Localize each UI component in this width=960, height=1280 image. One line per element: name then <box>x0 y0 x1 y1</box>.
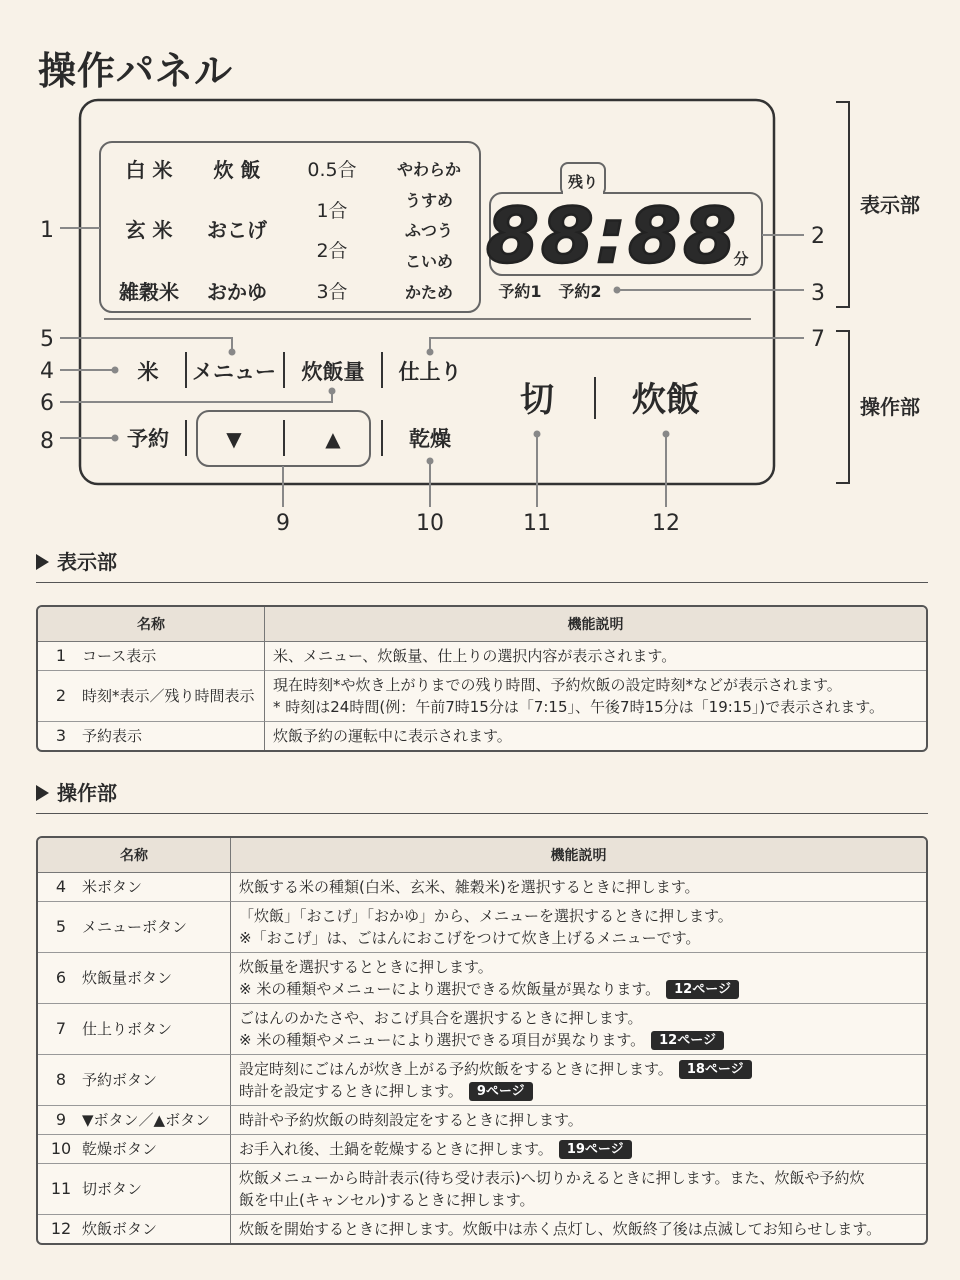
operation-bracket <box>836 331 849 483</box>
description-line: 炊飯を開始するときに押します。炊飯中は赤く点灯し、炊飯終了後は点滅してお知らせします。 <box>239 1220 882 1238</box>
table-row <box>38 1164 926 1215</box>
description-line: 現在時刻*や炊き上がりまでの残り時間、予約炊飯の設定時刻*などが表示されます。 <box>273 676 842 694</box>
row-description <box>230 1215 926 1243</box>
display-section-heading <box>36 546 117 575</box>
row-name <box>38 1164 230 1215</box>
display-section-side-label: 表示部 <box>860 193 920 217</box>
row-number: 11 <box>50 1179 72 1198</box>
description-line: 炊飯量を選択するとときに押します。 <box>239 958 493 976</box>
page-reference-badge: 19ページ <box>559 1140 632 1159</box>
display-bracket <box>836 102 849 307</box>
row-number: 8 <box>55 1070 67 1089</box>
row-number: 6 <box>55 968 67 987</box>
callout-number: 7 <box>811 327 825 352</box>
row-description <box>264 722 926 750</box>
table-row <box>38 873 926 902</box>
row-description <box>264 671 926 722</box>
row-name-text: 予約ボタン <box>82 1071 158 1089</box>
row-name <box>38 1004 230 1055</box>
col-name-header: 名称 <box>38 838 230 873</box>
reserve-button-label: 予約 <box>127 427 169 451</box>
triangle-bullet-icon <box>36 785 49 801</box>
course-menu-label: おこげ <box>207 218 267 242</box>
description-line: 時計や予約炊飯の時刻設定をするときに押します。 <box>239 1111 583 1129</box>
table-row <box>38 1004 926 1055</box>
page-reference-badge: 12ページ <box>666 980 739 999</box>
minute-label: 分 <box>733 250 749 268</box>
display-section-table <box>36 605 928 752</box>
row-name-text: 予約表示 <box>82 727 143 745</box>
row-number: 5 <box>55 917 67 936</box>
callout-number: 10 <box>416 511 444 536</box>
page-reference-badge: 18ページ <box>679 1060 752 1079</box>
course-menu-label: おかゆ <box>207 280 267 304</box>
description-line: 炊飯メニューから時計表示(待ち受け表示)へ切りかえるときに押します。また、炊飯や予約炊 <box>239 1169 865 1187</box>
display-section-heading-text: 表示部 <box>57 550 117 574</box>
menu-button-label: メニュー <box>192 360 276 384</box>
amount-button-label: 炊飯量 <box>301 360 365 384</box>
table-row <box>38 671 926 722</box>
description-line: 時計を設定するときに押します。 <box>239 1082 463 1100</box>
remaining-label: 残り <box>567 173 599 191</box>
callout-number: 4 <box>40 359 54 384</box>
row-name-text: 乾燥ボタン <box>82 1140 158 1158</box>
row-number: 1 <box>55 646 67 665</box>
row-number: 4 <box>55 877 67 896</box>
description-line: ※「おこげ」は、ごはんにおこげをつけて炊き上げるメニューです。 <box>239 929 701 947</box>
row-name-text: 切ボタン <box>82 1180 143 1198</box>
row-name-text: 時刻*表示／残り時間表示 <box>82 687 255 705</box>
table-row <box>38 722 926 750</box>
row-name-text: コース表示 <box>82 647 157 665</box>
triangle-bullet-icon <box>36 554 49 570</box>
reserve-2-label: 予約2 <box>558 282 602 301</box>
texture-label: こいめ <box>404 252 454 271</box>
row-number: 10 <box>50 1139 72 1158</box>
course-rice-label: 白 米 <box>125 158 173 182</box>
callout-number: 12 <box>652 511 680 536</box>
col-desc-header: 機能説明 <box>264 607 926 642</box>
row-description <box>230 1106 926 1135</box>
operation-section-side-label: 操作部 <box>860 395 920 419</box>
row-name-text: ▼ボタン／▲ボタン <box>82 1111 211 1129</box>
amount-label: 2合 <box>316 240 348 262</box>
description-line: ※ 米の種類やメニューにより選択できる炊飯量が異なります。 <box>239 980 661 998</box>
description-line: 米、メニュー、炊飯量、仕上りの選択内容が表示されます。 <box>273 647 677 665</box>
callout-number: 3 <box>811 281 825 306</box>
row-name <box>38 671 264 722</box>
description-line: 炊飯する米の種類(白米、玄米、雑穀米)を選択するときに押します。 <box>239 878 700 896</box>
callout-number: 9 <box>276 511 290 536</box>
table-row <box>38 953 926 1004</box>
display-section-rule <box>36 582 928 583</box>
off-button-label: 切 <box>520 380 554 420</box>
row-name <box>38 642 264 671</box>
course-rice-label: 玄 米 <box>125 218 173 242</box>
row-description <box>264 642 926 671</box>
texture-label: うすめ <box>404 191 454 210</box>
row-number: 7 <box>55 1019 67 1038</box>
row-description <box>230 1135 926 1164</box>
row-description <box>230 873 926 902</box>
seven-segment-digits: 88:88 <box>486 191 738 280</box>
table-row <box>38 1106 926 1135</box>
cook-button-label: 炊飯 <box>632 380 700 420</box>
amount-label: 1合 <box>316 200 348 222</box>
row-description <box>230 1004 926 1055</box>
operation-section-heading <box>36 777 117 806</box>
description-line: 飯を中止(キャンセル)するときに押します。 <box>239 1191 535 1209</box>
description-line: 設定時刻にごはんが炊き上がる予約炊飯をするときに押します。 <box>239 1060 673 1078</box>
description-line: 炊飯予約の運転中に表示されます。 <box>273 727 512 745</box>
callout-line <box>430 338 804 352</box>
callout-number: 11 <box>523 511 551 536</box>
callout-line <box>60 338 232 352</box>
row-number: 12 <box>50 1219 72 1238</box>
amount-label: 3合 <box>316 281 348 303</box>
table-row <box>38 1055 926 1106</box>
row-name <box>38 1106 230 1135</box>
col-name-header: 名称 <box>38 607 264 642</box>
row-name <box>38 953 230 1004</box>
texture-label: かため <box>404 283 454 302</box>
callout-number: 2 <box>811 224 825 249</box>
description-line: お手入れ後、土鍋を乾燥するときに押します。 <box>239 1140 553 1158</box>
row-name <box>38 1055 230 1106</box>
reserve-1-label: 予約1 <box>498 282 542 301</box>
row-name <box>38 873 230 902</box>
row-description <box>230 1164 926 1215</box>
row-name-text: メニューボタン <box>82 918 188 936</box>
table-row <box>38 642 926 671</box>
operation-panel-diagram <box>0 0 960 545</box>
page-title: 操作パネル <box>38 48 234 93</box>
operation-section-rule <box>36 813 928 814</box>
description-line: ごはんのかたさや、おこげ具合を選択するときに押します。 <box>239 1009 643 1027</box>
table-row <box>38 1135 926 1164</box>
amount-label: 0.5合 <box>307 159 357 181</box>
operation-section-heading-text: 操作部 <box>57 781 117 805</box>
row-name <box>38 902 230 953</box>
row-name-text: 米ボタン <box>82 878 143 896</box>
dry-button-label: 乾燥 <box>409 427 451 451</box>
course-menu-label: 炊 飯 <box>213 158 261 182</box>
row-name-text: 仕上りボタン <box>82 1020 173 1038</box>
description-line: * 時刻は24時間(例：午前7時15分は「7:15」、午後7時15分は「19:15」)で表示されます。 <box>273 698 885 716</box>
up-arrow-icon: ▲ <box>325 427 341 451</box>
texture-label: ふつう <box>404 221 454 240</box>
row-name-text: 炊飯量ボタン <box>82 969 173 987</box>
callout-line <box>60 391 332 402</box>
row-number: 9 <box>55 1110 67 1129</box>
description-line: ※ 米の種類やメニューにより選択できる項目が異なります。 <box>239 1031 646 1049</box>
callout-number: 6 <box>40 391 54 416</box>
callout-number: 8 <box>40 429 54 454</box>
row-name-text: 炊飯ボタン <box>82 1220 158 1238</box>
col-desc-header: 機能説明 <box>230 838 926 873</box>
row-description <box>230 902 926 953</box>
page-reference-badge: 9ページ <box>469 1082 533 1101</box>
row-number: 3 <box>55 726 67 745</box>
down-arrow-icon: ▼ <box>226 427 242 451</box>
row-name <box>38 1135 230 1164</box>
rice-button-label: 米 <box>137 360 159 384</box>
table-row <box>38 902 926 953</box>
row-description <box>230 953 926 1004</box>
operation-section-table <box>36 836 928 1245</box>
callout-number: 1 <box>40 218 54 243</box>
callout-number: 5 <box>40 327 54 352</box>
row-name <box>38 1215 230 1243</box>
row-name <box>38 722 264 750</box>
course-rice-label: 雑穀米 <box>119 280 179 304</box>
table-row <box>38 1215 926 1243</box>
finish-button-label: 仕上り <box>398 360 462 384</box>
row-description <box>230 1055 926 1106</box>
texture-label: やわらか <box>396 160 462 179</box>
row-number: 2 <box>55 686 67 705</box>
page-reference-badge: 12ページ <box>651 1031 724 1050</box>
description-line: 「炊飯」「おこげ」「おかゆ」から、メニューを選択するときに押します。 <box>239 907 733 925</box>
